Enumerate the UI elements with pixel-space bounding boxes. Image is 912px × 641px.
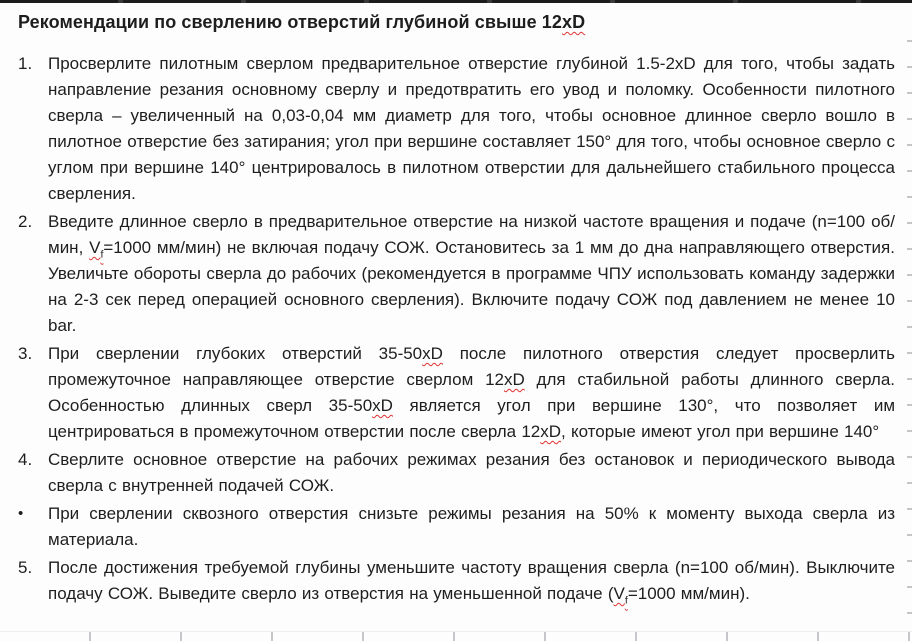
list-item (18, 341, 895, 445)
top-edge-bar (0, 0, 912, 3)
text-segment: Введите длинное сверло в предварительное отверстие на низкой частоте вращения и подаче (n=100 об/мин, (48, 212, 895, 257)
bottom-tick-ruler (0, 631, 912, 641)
list-item-marker: 1. (18, 54, 33, 73)
spellcheck-flagged-text: xD (503, 370, 525, 389)
spellcheck-flagged-text: xD (372, 396, 393, 415)
spellcheck-flagged-text: f (100, 248, 104, 261)
list-item-marker: 3. (18, 344, 33, 363)
text-segment: =1000 мм/мин) не включая подачу СОЖ. Остановитесь за 1 мм до дна направляющего отверстия. Увеличьте обороты сверла до рабочих (рекомендуется в программе ЧПУ использовать команду задержки на 2-3 сек перед операцией основного сверления). Включите подачу СОЖ под давлением не менее 10 bar. (48, 238, 895, 335)
list-item-text (48, 209, 895, 339)
text-segment: При сверлении глубоких отверстий 35-50 (48, 344, 423, 363)
list-item-text (48, 501, 895, 553)
list-item-marker: 5. (18, 558, 33, 577)
recommendations-list (18, 51, 895, 607)
list-item-marker: 2. (18, 212, 33, 231)
list-item-text (48, 51, 895, 207)
list-item (18, 209, 895, 339)
spellcheck-flagged-text: xD (422, 344, 443, 363)
text-segment: После достижения требуемой глубины уменьшите частоту вращения сверла (n=100 об/мин). Выключите подачу СОЖ. Выведите сверло из отверстия на уменьшенной подаче ( (48, 558, 895, 603)
text-segment: Просверлите пилотным сверлом предварительное отверстие глубиной 1.5-2xD для того, чтобы задать направление резания основному сверлу и предотвратить его увод и поломку. Особенности пилотного сверла – увеличенный на 0,03-0,04 мм диаметр для того, чтобы основное длинное сверло вошло в пилотное отверстие без затирания; угол при вершине составляет 150° для того, чтобы основное сверло с углом при вершине 140° центрировалось в пилотном отверстии для дальнейшего стабильного процесса сверления. (48, 54, 895, 203)
spellcheck-flagged-text: xD (540, 422, 562, 441)
list-item-text (48, 341, 895, 445)
right-edge-artifacts (907, 40, 912, 620)
spellcheck-flagged-text: xD (562, 12, 586, 32)
text-segment: для стабильной работы длинного сверла. Особенностью длинных сверл 35-50 (48, 370, 895, 415)
list-item (18, 447, 895, 499)
list-item (18, 51, 895, 207)
list-item-text (48, 555, 895, 607)
text-segment: Сверлите основное отверстие на рабочих режимах резания без остановок и периодического вывода сверла с внутренней подачей СОЖ. (48, 450, 895, 495)
spellcheck-flagged-text: f (624, 594, 628, 607)
text-segment: является угол при вершине 130°, что позволяет им центрироваться в промежуточном отверстии после сверла 12 (48, 396, 896, 441)
list-item-marker: • (18, 505, 24, 522)
spellcheck-flagged-text: V (89, 238, 101, 257)
text-segment: При сверлении сквозного отверстия снизьте режимы резания на 50% к моменту выхода сверла из материала. (48, 504, 895, 549)
list-item (18, 501, 895, 553)
list-item (18, 555, 895, 607)
document-title (18, 9, 895, 35)
text-segment: =1000 мм/мин). (627, 584, 750, 603)
text-segment: , которые имеют угол при вершине 140° (561, 422, 880, 441)
list-item-marker: 4. (18, 450, 33, 469)
list-item-text (48, 447, 895, 499)
text-segment: Рекомендации по сверлению отверстий глубиной свыше 12 (18, 12, 563, 32)
document-content (18, 9, 895, 609)
text-segment: после пилотного отверстия следует просверлить промежуточное направляющее отверстие сверлом 12 (48, 344, 895, 389)
spellcheck-flagged-text: V (613, 584, 625, 603)
